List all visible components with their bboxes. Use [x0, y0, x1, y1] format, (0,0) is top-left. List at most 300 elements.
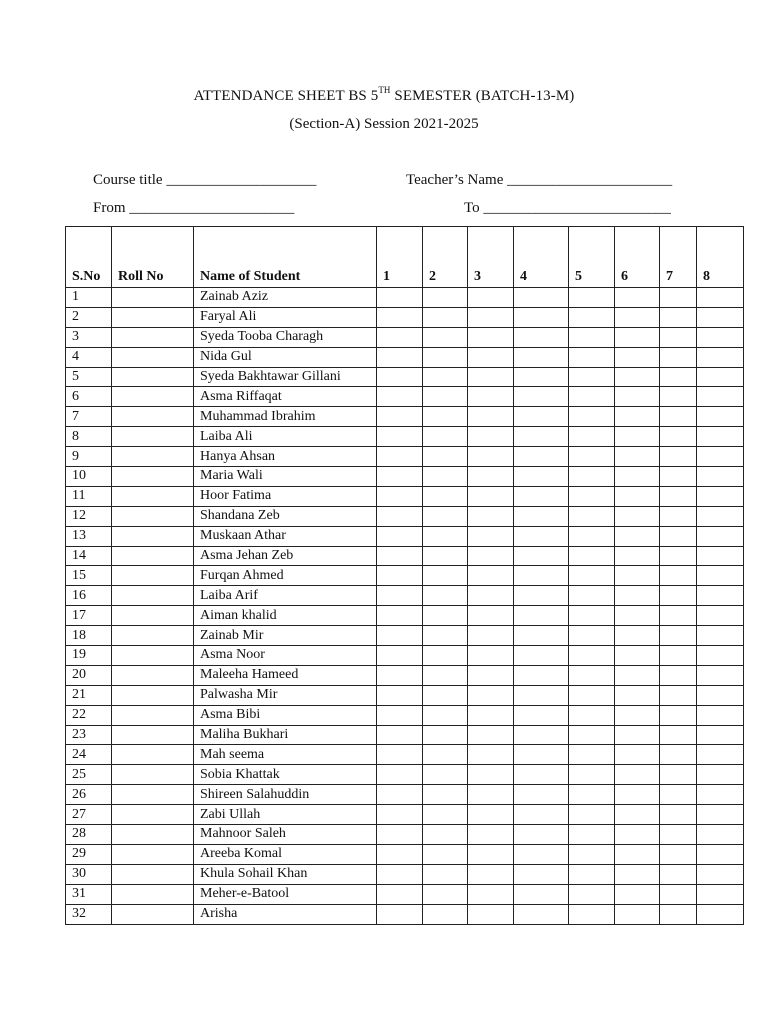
- table-row: [66, 685, 744, 705]
- attendance-cell-day-3: [468, 606, 514, 626]
- sno-cell: 14: [66, 546, 112, 566]
- attendance-cell-day-7: [660, 765, 697, 785]
- attendance-cell-day-1: [377, 566, 423, 586]
- table-row: [66, 745, 744, 765]
- table-row: [66, 805, 744, 825]
- student-name-cell: Zainab Mir: [194, 626, 377, 646]
- sno-cell: 31: [66, 884, 112, 904]
- attendance-cell-day-6: [615, 765, 660, 785]
- sno-cell: 21: [66, 685, 112, 705]
- sheet-subtitle: (Section-A) Session 2021-2025: [289, 116, 479, 132]
- attendance-cell-day-8: [697, 526, 744, 546]
- attendance-cell-day-7: [660, 506, 697, 526]
- sno-cell: 16: [66, 586, 112, 606]
- sno-cell: 11: [66, 486, 112, 506]
- attendance-cell-day-7: [660, 307, 697, 327]
- attendance-cell-day-8: [697, 665, 744, 685]
- attendance-cell-day-4: [514, 467, 569, 487]
- roll-no-cell: [112, 606, 194, 626]
- attendance-cell-day-2: [423, 785, 468, 805]
- roll-no-cell: [112, 626, 194, 646]
- attendance-cell-day-1: [377, 367, 423, 387]
- roll-no-cell: [112, 745, 194, 765]
- attendance-cell-day-1: [377, 745, 423, 765]
- attendance-cell-day-8: [697, 586, 744, 606]
- attendance-cell-day-5: [569, 486, 615, 506]
- table-row: [66, 307, 744, 327]
- table-row: [66, 606, 744, 626]
- attendance-cell-day-8: [697, 347, 744, 367]
- roll-no-cell: [112, 467, 194, 487]
- attendance-cell-day-2: [423, 467, 468, 487]
- sno-cell: 22: [66, 705, 112, 725]
- attendance-cell-day-6: [615, 288, 660, 308]
- course-title-field: Course title ____________________: [93, 172, 317, 188]
- attendance-cell-day-7: [660, 526, 697, 546]
- student-name-cell: Mahnoor Saleh: [194, 825, 377, 845]
- attendance-cell-day-8: [697, 904, 744, 924]
- attendance-cell-day-8: [697, 288, 744, 308]
- sno-cell: 18: [66, 626, 112, 646]
- roll-no-cell: [112, 526, 194, 546]
- attendance-cell-day-1: [377, 347, 423, 367]
- attendance-cell-day-3: [468, 685, 514, 705]
- attendance-cell-day-3: [468, 705, 514, 725]
- attendance-cell-day-2: [423, 606, 468, 626]
- attendance-cell-day-5: [569, 526, 615, 546]
- attendance-cell-day-6: [615, 626, 660, 646]
- attendance-cell-day-6: [615, 864, 660, 884]
- student-name-cell: Areeba Komal: [194, 844, 377, 864]
- student-name-cell: Shireen Salahuddin: [194, 785, 377, 805]
- attendance-cell-day-6: [615, 805, 660, 825]
- sno-cell: 4: [66, 347, 112, 367]
- attendance-cell-day-7: [660, 864, 697, 884]
- attendance-cell-day-3: [468, 785, 514, 805]
- sno-cell: 29: [66, 844, 112, 864]
- attendance-cell-day-6: [615, 586, 660, 606]
- attendance-cell-day-3: [468, 904, 514, 924]
- roll-no-cell: [112, 387, 194, 407]
- attendance-cell-day-5: [569, 307, 615, 327]
- student-name-cell: Laiba Arif: [194, 586, 377, 606]
- attendance-cell-day-5: [569, 288, 615, 308]
- attendance-cell-day-3: [468, 825, 514, 845]
- attendance-cell-day-2: [423, 486, 468, 506]
- attendance-cell-day-4: [514, 904, 569, 924]
- attendance-cell-day-1: [377, 805, 423, 825]
- roll-no-cell: [112, 486, 194, 506]
- roll-no-cell: [112, 765, 194, 785]
- attendance-cell-day-4: [514, 825, 569, 845]
- roll-no-cell: [112, 805, 194, 825]
- attendance-cell-day-6: [615, 387, 660, 407]
- attendance-cell-day-4: [514, 447, 569, 467]
- attendance-cell-day-7: [660, 566, 697, 586]
- attendance-cell-day-3: [468, 566, 514, 586]
- table-row: [66, 566, 744, 586]
- attendance-cell-day-8: [697, 705, 744, 725]
- table-row: [66, 626, 744, 646]
- attendance-cell-day-3: [468, 407, 514, 427]
- attendance-cell-day-4: [514, 427, 569, 447]
- attendance-cell-day-8: [697, 447, 744, 467]
- attendance-cell-day-6: [615, 506, 660, 526]
- attendance-cell-day-3: [468, 427, 514, 447]
- table-row: [66, 526, 744, 546]
- roll-no-cell: [112, 546, 194, 566]
- attendance-cell-day-3: [468, 864, 514, 884]
- attendance-cell-day-7: [660, 407, 697, 427]
- attendance-cell-day-6: [615, 665, 660, 685]
- col-header-day-8: 8: [697, 227, 744, 288]
- attendance-cell-day-5: [569, 765, 615, 785]
- attendance-cell-day-2: [423, 307, 468, 327]
- sno-cell: 7: [66, 407, 112, 427]
- attendance-cell-day-4: [514, 347, 569, 367]
- col-header-day-5: 5: [569, 227, 615, 288]
- attendance-cell-day-2: [423, 825, 468, 845]
- attendance-cell-day-5: [569, 825, 615, 845]
- roll-no-cell: [112, 307, 194, 327]
- roll-no-cell: [112, 705, 194, 725]
- sno-cell: 17: [66, 606, 112, 626]
- attendance-cell-day-5: [569, 785, 615, 805]
- attendance-cell-day-6: [615, 785, 660, 805]
- attendance-cell-day-1: [377, 864, 423, 884]
- roll-no-cell: [112, 825, 194, 845]
- attendance-cell-day-6: [615, 427, 660, 447]
- attendance-cell-day-2: [423, 407, 468, 427]
- student-name-cell: Maria Wali: [194, 467, 377, 487]
- attendance-cell-day-7: [660, 606, 697, 626]
- table-row: [66, 288, 744, 308]
- attendance-cell-day-2: [423, 844, 468, 864]
- student-name-cell: Laiba Ali: [194, 427, 377, 447]
- attendance-cell-day-7: [660, 367, 697, 387]
- attendance-cell-day-6: [615, 526, 660, 546]
- attendance-cell-day-2: [423, 765, 468, 785]
- attendance-cell-day-7: [660, 546, 697, 566]
- student-name-cell: Asma Jehan Zeb: [194, 546, 377, 566]
- student-name-cell: Shandana Zeb: [194, 506, 377, 526]
- table-row: [66, 586, 744, 606]
- attendance-cell-day-5: [569, 646, 615, 666]
- attendance-cell-day-3: [468, 467, 514, 487]
- student-name-cell: Aiman khalid: [194, 606, 377, 626]
- student-name-cell: Muhammad Ibrahim: [194, 407, 377, 427]
- attendance-cell-day-1: [377, 546, 423, 566]
- attendance-cell-day-5: [569, 844, 615, 864]
- attendance-cell-day-8: [697, 685, 744, 705]
- attendance-cell-day-7: [660, 586, 697, 606]
- col-header-day-2: 2: [423, 227, 468, 288]
- attendance-cell-day-5: [569, 725, 615, 745]
- table-row: [66, 665, 744, 685]
- sno-cell: 28: [66, 825, 112, 845]
- student-name-cell: Asma Noor: [194, 646, 377, 666]
- attendance-cell-day-8: [697, 307, 744, 327]
- roll-no-cell: [112, 506, 194, 526]
- table-row: [66, 506, 744, 526]
- attendance-cell-day-4: [514, 646, 569, 666]
- attendance-cell-day-6: [615, 486, 660, 506]
- attendance-cell-day-1: [377, 765, 423, 785]
- roll-no-cell: [112, 646, 194, 666]
- attendance-cell-day-5: [569, 626, 615, 646]
- attendance-cell-day-7: [660, 665, 697, 685]
- attendance-cell-day-5: [569, 407, 615, 427]
- roll-no-cell: [112, 566, 194, 586]
- table-row: [66, 904, 744, 924]
- attendance-cell-day-4: [514, 864, 569, 884]
- attendance-cell-day-3: [468, 586, 514, 606]
- attendance-cell-day-1: [377, 705, 423, 725]
- sno-cell: 24: [66, 745, 112, 765]
- attendance-cell-day-7: [660, 486, 697, 506]
- student-name-cell: Maleeha Hameed: [194, 665, 377, 685]
- title-superscript: TH: [378, 85, 391, 95]
- attendance-cell-day-6: [615, 546, 660, 566]
- sno-cell: 20: [66, 665, 112, 685]
- table-row: [66, 844, 744, 864]
- attendance-cell-day-3: [468, 725, 514, 745]
- attendance-cell-day-5: [569, 586, 615, 606]
- attendance-cell-day-1: [377, 606, 423, 626]
- student-name-cell: Nida Gul: [194, 347, 377, 367]
- attendance-cell-day-2: [423, 904, 468, 924]
- student-name-cell: Zabi Ullah: [194, 805, 377, 825]
- attendance-cell-day-6: [615, 447, 660, 467]
- attendance-cell-day-2: [423, 705, 468, 725]
- attendance-cell-day-2: [423, 685, 468, 705]
- attendance-cell-day-7: [660, 646, 697, 666]
- attendance-cell-day-3: [468, 447, 514, 467]
- attendance-cell-day-3: [468, 646, 514, 666]
- attendance-cell-day-5: [569, 566, 615, 586]
- roll-no-cell: [112, 447, 194, 467]
- attendance-cell-day-2: [423, 665, 468, 685]
- attendance-cell-day-6: [615, 407, 660, 427]
- attendance-cell-day-5: [569, 447, 615, 467]
- attendance-cell-day-6: [615, 606, 660, 626]
- table-header-row: [66, 227, 744, 288]
- attendance-cell-day-5: [569, 864, 615, 884]
- attendance-cell-day-3: [468, 844, 514, 864]
- sno-cell: 13: [66, 526, 112, 546]
- attendance-cell-day-7: [660, 785, 697, 805]
- attendance-cell-day-7: [660, 844, 697, 864]
- attendance-cell-day-5: [569, 705, 615, 725]
- attendance-cell-day-8: [697, 327, 744, 347]
- attendance-cell-day-3: [468, 526, 514, 546]
- roll-no-cell: [112, 586, 194, 606]
- col-header-day-7: 7: [660, 227, 697, 288]
- attendance-cell-day-2: [423, 288, 468, 308]
- sno-cell: 15: [66, 566, 112, 586]
- teacher-name-field: Teacher’s Name ______________________: [406, 172, 673, 188]
- roll-no-cell: [112, 844, 194, 864]
- attendance-cell-day-5: [569, 347, 615, 367]
- attendance-cell-day-2: [423, 447, 468, 467]
- attendance-cell-day-5: [569, 467, 615, 487]
- attendance-cell-day-7: [660, 904, 697, 924]
- attendance-cell-day-6: [615, 367, 660, 387]
- attendance-cell-day-8: [697, 427, 744, 447]
- attendance-cell-day-1: [377, 526, 423, 546]
- attendance-cell-day-2: [423, 506, 468, 526]
- attendance-cell-day-3: [468, 307, 514, 327]
- attendance-cell-day-5: [569, 367, 615, 387]
- table-row: [66, 467, 744, 487]
- attendance-cell-day-3: [468, 288, 514, 308]
- roll-no-cell: [112, 327, 194, 347]
- table-row: [66, 705, 744, 725]
- attendance-cell-day-4: [514, 586, 569, 606]
- attendance-cell-day-2: [423, 367, 468, 387]
- attendance-cell-day-8: [697, 844, 744, 864]
- table-row: [66, 884, 744, 904]
- table-row: [66, 725, 744, 745]
- attendance-cell-day-8: [697, 884, 744, 904]
- table-row: [66, 447, 744, 467]
- sno-cell: 30: [66, 864, 112, 884]
- table-row: [66, 486, 744, 506]
- attendance-cell-day-8: [697, 407, 744, 427]
- col-header-sno: S.No: [66, 227, 112, 288]
- attendance-cell-day-4: [514, 387, 569, 407]
- attendance-cell-day-3: [468, 387, 514, 407]
- attendance-cell-day-2: [423, 725, 468, 745]
- attendance-cell-day-4: [514, 805, 569, 825]
- attendance-cell-day-8: [697, 785, 744, 805]
- attendance-cell-day-1: [377, 685, 423, 705]
- roll-no-cell: [112, 407, 194, 427]
- sno-cell: 1: [66, 288, 112, 308]
- col-header-day-1: 1: [377, 227, 423, 288]
- attendance-cell-day-1: [377, 447, 423, 467]
- attendance-cell-day-1: [377, 327, 423, 347]
- from-field: From ______________________: [93, 200, 295, 216]
- attendance-cell-day-3: [468, 546, 514, 566]
- sno-cell: 5: [66, 367, 112, 387]
- attendance-cell-day-7: [660, 427, 697, 447]
- attendance-cell-day-3: [468, 486, 514, 506]
- attendance-cell-day-1: [377, 506, 423, 526]
- table-row: [66, 387, 744, 407]
- attendance-cell-day-4: [514, 844, 569, 864]
- student-name-cell: Faryal Ali: [194, 307, 377, 327]
- attendance-cell-day-8: [697, 765, 744, 785]
- attendance-cell-day-4: [514, 705, 569, 725]
- attendance-cell-day-2: [423, 546, 468, 566]
- roll-no-cell: [112, 725, 194, 745]
- attendance-cell-day-4: [514, 546, 569, 566]
- attendance-cell-day-1: [377, 844, 423, 864]
- table-row: [66, 825, 744, 845]
- sno-cell: 3: [66, 327, 112, 347]
- sno-cell: 12: [66, 506, 112, 526]
- attendance-cell-day-6: [615, 825, 660, 845]
- attendance-cell-day-7: [660, 725, 697, 745]
- attendance-cell-day-5: [569, 427, 615, 447]
- attendance-cell-day-6: [615, 685, 660, 705]
- sno-cell: 19: [66, 646, 112, 666]
- attendance-cell-day-6: [615, 566, 660, 586]
- student-name-cell: Furqan Ahmed: [194, 566, 377, 586]
- attendance-cell-day-8: [697, 387, 744, 407]
- attendance-cell-day-4: [514, 685, 569, 705]
- attendance-cell-day-8: [697, 506, 744, 526]
- attendance-cell-day-4: [514, 327, 569, 347]
- title-main: ATTENDANCE SHEET BS 5: [193, 88, 379, 104]
- attendance-cell-day-4: [514, 665, 569, 685]
- student-name-cell: Hanya Ahsan: [194, 447, 377, 467]
- attendance-cell-day-7: [660, 288, 697, 308]
- sno-cell: 8: [66, 427, 112, 447]
- col-header-day-4: 4: [514, 227, 569, 288]
- sno-cell: 32: [66, 904, 112, 924]
- attendance-cell-day-6: [615, 725, 660, 745]
- attendance-cell-day-2: [423, 566, 468, 586]
- attendance-cell-day-2: [423, 745, 468, 765]
- attendance-cell-day-8: [697, 367, 744, 387]
- roll-no-cell: [112, 367, 194, 387]
- attendance-cell-day-3: [468, 347, 514, 367]
- student-name-cell: Khula Sohail Khan: [194, 864, 377, 884]
- attendance-cell-day-1: [377, 586, 423, 606]
- attendance-cell-day-7: [660, 387, 697, 407]
- student-name-cell: Meher-e-Batool: [194, 884, 377, 904]
- attendance-cell-day-6: [615, 904, 660, 924]
- attendance-cell-day-6: [615, 745, 660, 765]
- attendance-cell-day-4: [514, 526, 569, 546]
- sno-cell: 23: [66, 725, 112, 745]
- attendance-cell-day-6: [615, 705, 660, 725]
- attendance-cell-day-8: [697, 467, 744, 487]
- table-row: [66, 367, 744, 387]
- attendance-cell-day-2: [423, 626, 468, 646]
- attendance-cell-day-7: [660, 626, 697, 646]
- attendance-cell-day-7: [660, 805, 697, 825]
- attendance-cell-day-5: [569, 745, 615, 765]
- attendance-cell-day-3: [468, 884, 514, 904]
- attendance-cell-day-4: [514, 407, 569, 427]
- roll-no-cell: [112, 347, 194, 367]
- attendance-cell-day-6: [615, 467, 660, 487]
- attendance-cell-day-8: [697, 606, 744, 626]
- attendance-cell-day-8: [697, 745, 744, 765]
- attendance-cell-day-2: [423, 864, 468, 884]
- attendance-cell-day-1: [377, 467, 423, 487]
- table-row: [66, 546, 744, 566]
- attendance-cell-day-4: [514, 307, 569, 327]
- attendance-cell-day-2: [423, 347, 468, 367]
- attendance-cell-day-8: [697, 805, 744, 825]
- attendance-cell-day-7: [660, 447, 697, 467]
- attendance-cell-day-5: [569, 805, 615, 825]
- attendance-cell-day-1: [377, 904, 423, 924]
- sno-cell: 2: [66, 307, 112, 327]
- attendance-cell-day-7: [660, 884, 697, 904]
- attendance-cell-day-7: [660, 327, 697, 347]
- student-name-cell: Asma Riffaqat: [194, 387, 377, 407]
- attendance-cell-day-8: [697, 864, 744, 884]
- attendance-cell-day-4: [514, 486, 569, 506]
- roll-no-cell: [112, 904, 194, 924]
- attendance-cell-day-1: [377, 825, 423, 845]
- roll-no-cell: [112, 665, 194, 685]
